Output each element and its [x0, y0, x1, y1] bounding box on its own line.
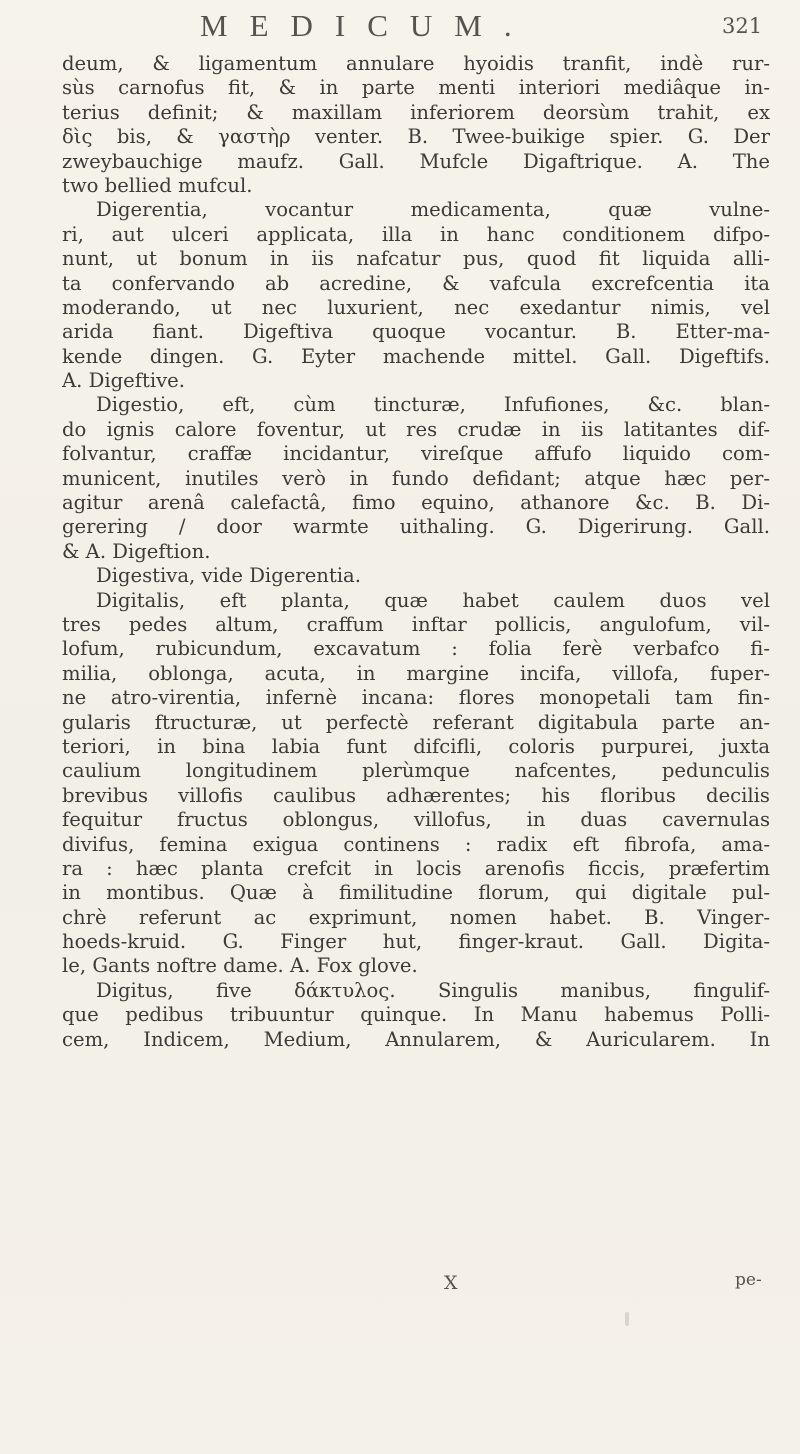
text-line: tres pedes altum, craffum inftar pollicis, angulofum, vil-: [62, 612, 770, 636]
text-line: hoeds-kruid. G. Finger hut, finger-kraut. Gall. Digita-: [62, 930, 770, 954]
text-line: kende dingen. G. Eyter machende mittel. Gall. Digeftifs.: [62, 344, 770, 368]
text-line: δὶς bis, & γαστὴρ venter. B. Twee-buikige spier. G. Der: [62, 125, 770, 149]
text-line: ri, aut ulceri applicata, illa in hanc conditionem difpo-: [62, 222, 770, 246]
text-line: terius definit; & maxillam inferiorem deorsùm trahit, ex: [62, 100, 770, 124]
text-line: A. Digeftive.: [62, 369, 186, 393]
entry-start-line-digerentia: Digerentia, vocantur medicamenta, quæ vulne-: [96, 198, 770, 222]
entry-start-line-digestiva: Digestiva, vide Digerentia.: [96, 564, 361, 588]
text-line: divifus, femina exigua continens : radix eft fibrofa, ama-: [62, 832, 770, 856]
text-line: gularis ftructuræ, ut perfectè referant digitabula parte an-: [62, 710, 770, 734]
text-line: moderando, ut nec luxurient, nec exedantur nimis, vel: [62, 295, 770, 319]
page-footer: [0, 1272, 800, 1302]
entry-start-line-digitus: Digitus, five δάκτυλος. Singulis manibus, fingulif-: [96, 978, 770, 1002]
dictionary-text-column: [62, 52, 770, 1052]
text-line: ta confervando ab acredine, & vafcula excrefcentia ita: [62, 271, 770, 295]
page-header: [0, 8, 800, 48]
text-line: chrè referunt ac exprimunt, nomen habet. B. Vinger-: [62, 905, 770, 929]
running-head: MEDICUM.: [200, 8, 534, 43]
text-line: sùs carnofus fit, & in parte menti interiori mediâque in-: [62, 76, 770, 100]
text-line: two bellied mufcul.: [62, 173, 253, 197]
text-line: cem, Indicem, Medium, Annularem, & Auricularem. In: [62, 1027, 770, 1051]
text-line: agitur arenâ calefactâ, fimo equino, athanore &c. B. Di-: [62, 491, 770, 515]
text-line: zweybauchige maufz. Gall. Mufcle Digaftrique. A. The: [62, 149, 770, 173]
text-line: le, Gants noftre dame. A. Fox glove.: [62, 954, 418, 978]
text-line: deum, & ligamentum annulare hyoidis tranfit, indè rur-: [62, 52, 770, 75]
text-line: teriori, in bina labia funt difcifli, coloris purpurei, juxta: [62, 734, 770, 758]
text-line: gerering / door warmte uithaling. G. Digerirung. Gall.: [62, 515, 770, 539]
text-line: ne atro-virentia, infernè incana: flores monopetali tam fin-: [62, 686, 770, 710]
text-line: brevibus villofis caulibus adhærentes; his floribus decilis: [62, 783, 770, 807]
text-line: arida fiant. Digeftiva quoque vocantur. B. Etter-ma-: [62, 320, 770, 344]
text-line: folvantur, craffæ incidantur, vireſque affufo liquido com-: [62, 442, 770, 466]
text-line: ra : hæc planta crefcit in locis arenofis ficcis, præfertim: [62, 856, 770, 880]
text-line: fequitur fructus oblongus, villofus, in duas cavernulas: [62, 808, 770, 832]
text-line: lofum, rubicundum, excavatum : folia ferè verbafco fi-: [62, 637, 770, 661]
text-line: que pedibus tribuuntur quinque. In Manu habemus Polli-: [62, 1003, 770, 1027]
page-number: 321: [722, 14, 763, 38]
text-line: municent, inutiles verò in fundo defidant; atque hæc per-: [62, 466, 770, 490]
entry-start-line-digestio: Digestio, eft, cùm tincturæ, Infufiones, &c. blan-: [96, 393, 770, 417]
entry-start-line-digitalis: Digitalis, eft planta, quæ habet caulem duos vel: [96, 588, 770, 612]
text-line: do ignis calore foventur, ut res crudæ in iis latitantes dif-: [62, 417, 770, 441]
text-line: in montibus. Quæ à fimilitudine florum, qui digitale pul-: [62, 881, 770, 905]
ink-blot: [625, 1312, 629, 1326]
text-line: milia, oblonga, acuta, in margine incifa, villofa, fuper-: [62, 661, 770, 685]
text-line: nunt, ut bonum in iis nafcatur pus, quod fit liquida alli-: [62, 247, 770, 271]
text-line: & A. Digeftion.: [62, 539, 211, 563]
text-line: caulium longitudinem plerùmque nafcentes, pedunculis: [62, 759, 770, 783]
catchword: pe-: [735, 1270, 762, 1290]
signature-mark: X: [444, 1272, 458, 1294]
